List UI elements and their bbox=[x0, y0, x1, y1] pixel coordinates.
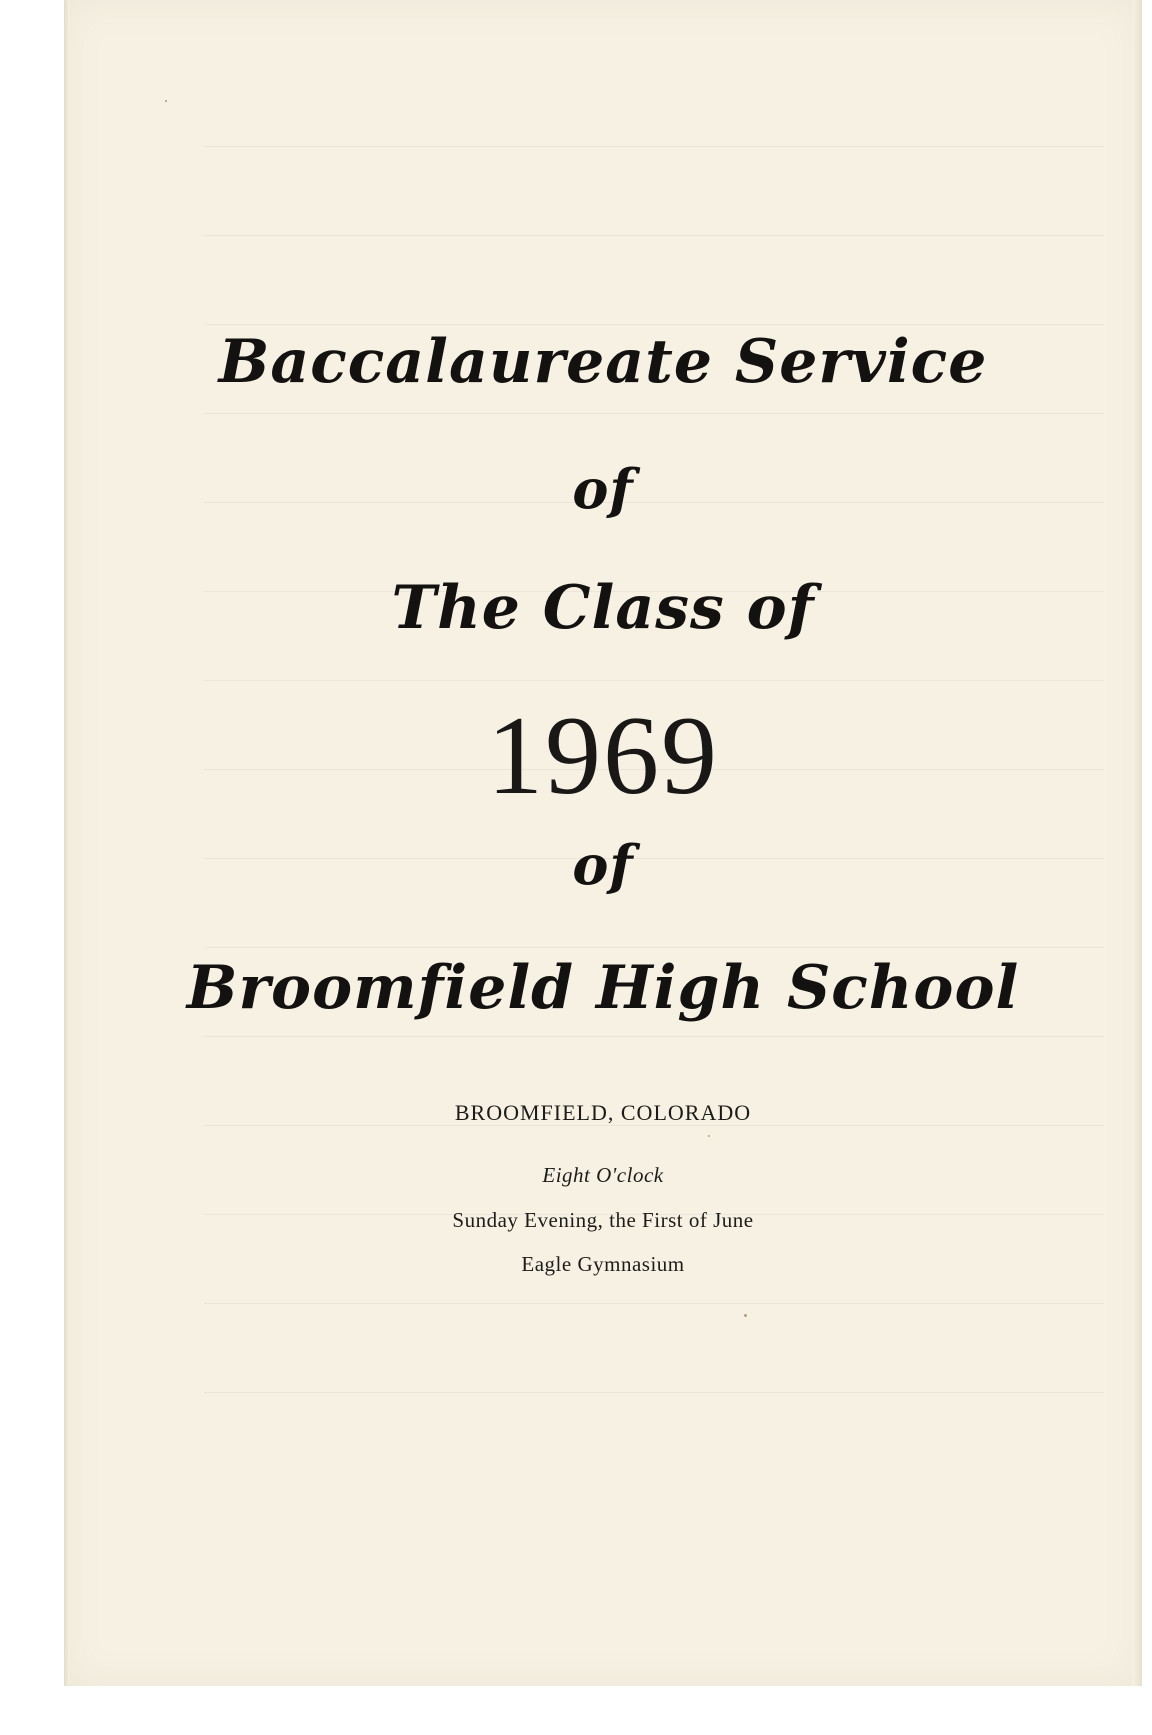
service-venue: Eagle Gymnasium bbox=[521, 1252, 685, 1276]
service-title: Baccalaureate Service bbox=[218, 327, 988, 397]
service-date: Sunday Evening, the First of June bbox=[452, 1208, 754, 1232]
of-connector-1: of bbox=[572, 457, 634, 521]
school-name: Broomfield High School bbox=[186, 953, 1020, 1023]
paper-speck bbox=[165, 100, 167, 102]
paper-speck bbox=[708, 1135, 710, 1137]
class-year: 1969 bbox=[487, 694, 719, 818]
of-connector-2: of bbox=[572, 833, 634, 897]
service-time: Eight O'clock bbox=[542, 1163, 664, 1187]
school-city: BROOMFIELD, COLORADO bbox=[454, 1100, 752, 1125]
class-title: The Class of bbox=[391, 573, 815, 643]
paper-speck bbox=[744, 1314, 747, 1317]
